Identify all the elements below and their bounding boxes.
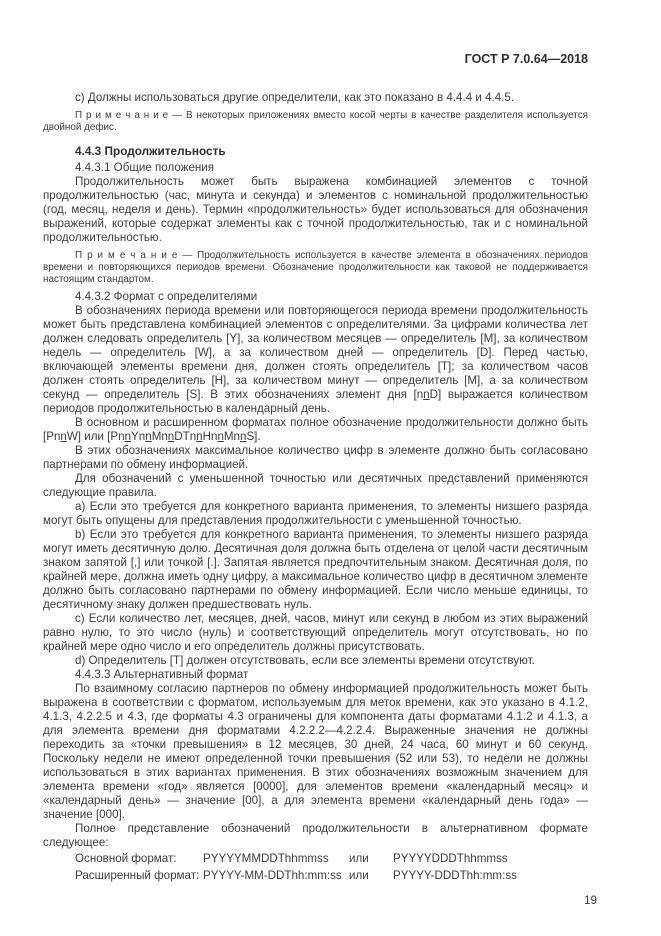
paragraph-4-4-3-1: Продолжительность может быть выражена комбинацией элементов с точной продолжительностью (час, минута и секунда) и элементов с номинальной продолжительностью (год, месяц, неделя и день). Термин «продолжительность» будет использоваться для обозначения выражений, которые содержат элементы как с точной продолжительностью, так и с номинальной продолжительностью. <box>43 175 588 244</box>
format-basic-label: Основной формат: <box>75 852 177 865</box>
list-item-c: c) Если количество лет, месяцев, дней, часов, минут или секунд в любом из этих выражений равно нулю, то это число (нуль) и соответствующий определитель могут отсутствовать, но по крайней мере одно число и его определитель должны присутствовать. <box>43 612 588 653</box>
list-item-d: d) Определитель [T] должен отсутствовать, если все элементы времени отсутствуют. <box>75 654 535 667</box>
paragraph-4-4-3-2-designators: В обозначениях периода времени или повторяющегося периода времени продолжительность может быть представлена комбинацией элементов с определителями. За цифрами количества лет должен следовать определитель [Y], за количеством месяцев — определитель [M], за количеством недель — определитель [W], а за количеством дней — определитель [D]. Перед частью, включающей элементы времени дня, должен стоять определитель [T]; за количеством часов должен стоять определитель [H], за количеством минут — определитель [M], а за количеством секунд — определитель [S]. В этих обозначениях элемент дня [nnD] выражается количеством периодов продолжительностью в календарный день. <box>43 304 589 415</box>
format-row-extended <box>43 868 588 885</box>
note-1-label: П р и м е ч а н и е <box>75 110 169 121</box>
subsection-heading-4-4-3-3: 4.4.3.3 Альтернативный формат <box>75 668 249 681</box>
paragraph-4-4-3-2-rules-intro: Для обозначений с уменьшенной точностью или десятичных представлений применяются следующие правила. <box>43 472 588 499</box>
note-2-label: П р и м е ч а н и е <box>75 250 178 261</box>
format-extended-value-1: PYYYY-MM-DDThh:mm:ss <box>203 868 342 882</box>
section-heading-4-4-3: 4.4.3 Продолжительность <box>75 144 226 158</box>
paragraph-4-4-3-2-formula: В основном и расширенном форматах полное обозначение продолжительности должно быть [PnnW] или [PnnYnnMnnDTnnHnnMnnS]. <box>43 416 588 443</box>
list-item-a: a) Если это требуется для конкретного варианта применения, то элементы низшего разряда могут быть опущены для представления продолжительности с уменьшенной точностью. <box>43 500 588 527</box>
paragraph-4-4-3-2-digits: В этих обозначениях максимальное количество цифр в элементе должно быть согласовано партнерами по обмену информацией. <box>43 444 588 471</box>
format-extended-value-2: PYYYY-DDDThh:mm:ss <box>393 868 517 882</box>
list-item-c-carryover: с) Должны использоваться другие определители, как это показано в 4.4.4 и 4.4.5. <box>75 91 515 104</box>
page-number: 19 <box>584 894 597 907</box>
list-item-b: b) Если это требуется для конкретного варианта применения, то элементы низшего разряда могут иметь десятичную долю. Десятичная доля должна быть отделена от целой части десятичным знаком запятой [,] или точкой [.]. Запятая является предпочтительным знаком. Десятичная доля, по крайней мере, должна иметь одну цифру, а максимальное количество цифр в десятичном элементе должно быть согласовано партнерами по обмену информацией. Если число меньше единицы, то десятичному знаку должен предшествовать нуль. <box>43 528 588 611</box>
subsection-heading-4-4-3-2: 4.4.3.2 Формат с определителями <box>75 290 258 303</box>
paragraph-4-4-3-3-formats-intro: Полное представление обозначений продолжительности в альтернативном формате следующее: <box>43 822 588 849</box>
subsection-heading-4-4-3-1: 4.4.3.1 Общие положения <box>75 161 215 174</box>
duration-format-table <box>43 851 588 884</box>
format-row-basic <box>43 851 588 868</box>
format-basic-or: или <box>349 852 369 865</box>
note-2 <box>43 250 588 286</box>
note-1 <box>43 110 588 134</box>
format-extended-or: или <box>349 868 369 882</box>
paragraph-4-4-3-3-main: По взаимному согласию партнеров по обмену информацией продолжительность может быть выражена в соответствии с форматом, используемым для меток времени, как это указано в 4.1.2, 4.1.3, 4.2.2.5 и 4.3, где форматы 4.3 ограничены для компонента даты форматами 4.1.2 и 4.1.3, а для элемента времени дня форматами 4.2.2.2—4.2.2.4. Выраженные значения не должны переходить за «точки превышения» в 12 месяцев, 30 дней, 24 часа, 60 минут и 60 секунд. Поскольку недели не имеют определенной точки превышения (52 или 53), то недели не должны использоваться в этих вариантах применения. В этих обозначениях возможным значением для элемента времени «год» является [0000], для элементов времени «календарный месяц» и «календарный день» — значение [00], а для элемента времени «календарный день года» — значение [000]. <box>43 682 588 821</box>
format-basic-value-2: PYYYYDDDThhmmss <box>393 852 508 865</box>
note-2-text: — Продолжительность используется в качестве элемента в обозначениях периодов времени и повторяющихся периодов времени. Обозначение продолжительности как таковой не поддерживается настоящим стандартом. <box>43 250 588 285</box>
format-extended-label: Расширенный формат: <box>75 868 200 882</box>
doc-code-header: ГОСТ Р 7.0.64—2018 <box>464 52 588 66</box>
note-1-text: — В некоторых приложениях вместо косой черты в качестве разделителя используется двойной дефис. <box>43 110 588 133</box>
format-basic-value-1: PYYYYMMDDThhmmss <box>203 852 329 865</box>
